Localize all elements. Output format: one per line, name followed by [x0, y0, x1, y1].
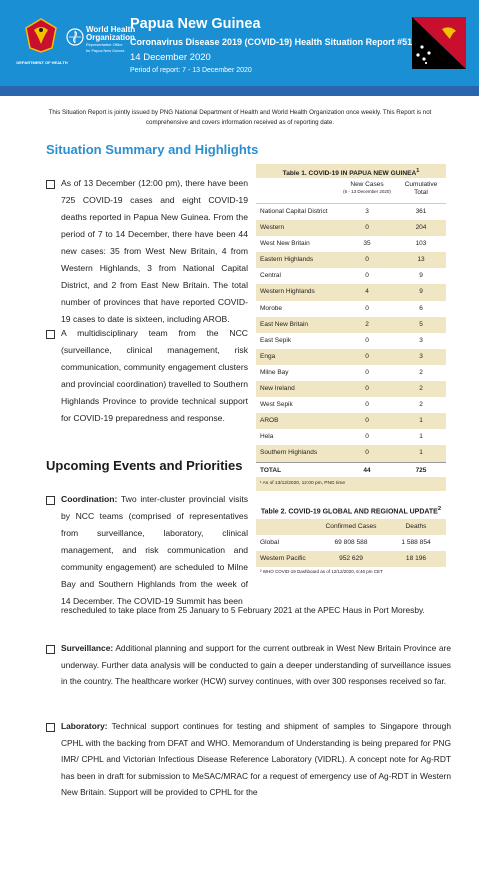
- new-cases: 0: [365, 433, 369, 441]
- table2-col-cases: Confirmed Cases: [325, 523, 377, 531]
- situation-summary-heading: Situation Summary and Highlights: [46, 142, 259, 157]
- report-intro-text: This Situation Report is jointly issued by PNG National Department of Health and World Health Organization once weekly. This Report is not comprehensive and covers information received as of reporting date.: [48, 109, 432, 126]
- province-name: Milne Bay: [260, 368, 289, 376]
- table-row: [256, 317, 446, 333]
- bullet-checkbox-icon: [46, 180, 55, 189]
- table2-col-deaths: Deaths: [405, 523, 427, 531]
- table1-total-new: 44: [363, 466, 371, 474]
- new-cases: 0: [365, 336, 369, 344]
- cumulative-total: 1: [419, 417, 423, 425]
- table-row: [256, 413, 446, 429]
- table1-col-cum-line2: Total: [414, 189, 428, 196]
- cumulative-total: 361: [415, 208, 427, 215]
- table1-header-row: [256, 178, 446, 204]
- province-name: West New Britain: [260, 240, 310, 248]
- province-name: East New Britain: [260, 320, 309, 328]
- report-date: 14 December 2020: [130, 52, 211, 63]
- cumulative-total: 2: [419, 368, 423, 376]
- confirmed-cases: 952 629: [339, 555, 363, 563]
- bullet-checkbox-icon: [46, 330, 55, 339]
- header-divider-stripe: [0, 86, 479, 96]
- region-name: Global: [260, 539, 280, 547]
- png-flag-icon: [412, 17, 466, 69]
- table1-col-cum-line1: Cumulative: [404, 181, 438, 188]
- table-row: [256, 236, 446, 252]
- report-subtitle: Coronavirus Disease 2019 (COVID-19) Health Situation Report #51: [130, 37, 413, 47]
- table1-title-sup: 1: [416, 168, 420, 174]
- cumulative-total: 6: [419, 304, 423, 312]
- bullet-checkbox-icon: [46, 645, 55, 654]
- table2-title-text: Table 2. COVID-19 GLOBAL AND REGIONAL UPDATE: [260, 508, 438, 516]
- province-name: AROB: [260, 417, 279, 425]
- new-cases: 0: [365, 272, 369, 280]
- table1-footnote: ¹ As of 13/12/2020, 12:00 pm, PNG time: [256, 477, 446, 491]
- table1-col-new-label: New Cases: [350, 181, 384, 188]
- new-cases: 4: [365, 288, 369, 296]
- table1-col-new-sub: (6 - 13 December 2020): [343, 189, 391, 194]
- table-row: [256, 429, 446, 445]
- report-header-banner: [0, 0, 479, 86]
- province-name: Southern Highlands: [260, 449, 318, 457]
- table-global-regional-update: [256, 503, 446, 577]
- surveillance-paragraph: [61, 640, 451, 690]
- cumulative-total: 3: [419, 352, 423, 360]
- confirmed-cases: 69 808 588: [334, 539, 368, 547]
- table1-body: [256, 204, 446, 462]
- table-row: [256, 349, 446, 365]
- png-bird-of-paradise-logo: [22, 16, 60, 54]
- table2-header-row: [256, 519, 446, 535]
- region-name: Western Pacific: [260, 555, 306, 563]
- situation-bullet-1: As of 13 December (12:00 pm), there have been 725 COVID-19 cases and eight COVID-19 deaths reported in Papua New Guinea. From the period of 7 to 14 December, there have been 44 new cases: 35 from West New Britain, 4 from Western Highlands, 3 from National Capital District, and 2 from East New Britain. The total number of provinces that have reported COVID-19 cases to date is sixteen, including AROB.: [61, 178, 248, 324]
- new-cases: 0: [365, 304, 369, 312]
- table1-total-cumulative: 725: [415, 466, 427, 474]
- table-row: [256, 381, 446, 397]
- cumulative-total: 2: [419, 385, 423, 393]
- who-office-line-1: Representative Office: [86, 43, 123, 47]
- new-cases: 0: [365, 385, 369, 393]
- table-row: [256, 333, 446, 349]
- province-name: East Sepik: [260, 336, 292, 344]
- new-cases: 0: [365, 224, 369, 232]
- cumulative-total: 2: [419, 401, 423, 409]
- situation-bullet-2: A multidisciplinary team from the NCC (surveillance, clinical management, risk communication, community engagement clusters and provincial coordination) travelled to Southern Highlands Province to provide technical support for COVID-19 preparedness and response.: [61, 328, 248, 423]
- table-row: [256, 397, 446, 413]
- report-country-title: Papua New Guinea: [130, 16, 261, 32]
- table-row: [256, 445, 446, 461]
- report-period: Period of report: 7 - 13 December 2020: [130, 67, 252, 74]
- cumulative-total: 5: [419, 320, 423, 328]
- bullet-checkbox-icon: [46, 496, 55, 505]
- province-name: Western Highlands: [260, 288, 315, 296]
- province-name: Morobe: [260, 304, 283, 312]
- province-name: West Sepik: [260, 401, 293, 409]
- new-cases: 2: [365, 320, 369, 328]
- laboratory-paragraph: [61, 718, 451, 801]
- province-name: New Ireland: [260, 385, 295, 393]
- department-of-health-label: DEPARTMENT OF HEALTH: [16, 60, 68, 65]
- new-cases: 0: [365, 256, 369, 264]
- province-name: Central: [260, 272, 281, 280]
- province-name: Eastern Highlands: [260, 256, 314, 264]
- cumulative-total: 9: [419, 288, 423, 296]
- who-name-line-1: World Health: [86, 25, 136, 34]
- table-row: [256, 252, 446, 268]
- table-covid19-png: [256, 164, 446, 491]
- who-emblem-icon: [66, 28, 84, 46]
- cumulative-total: 3: [419, 336, 423, 344]
- coordination-continuation: rescheduled to take place from 25 January to 5 February 2021 at the APEC Haus in Port Moresby.: [61, 605, 425, 615]
- new-cases: 3: [365, 208, 369, 215]
- laboratory-text: Technical support continues for testing and shipment of samples to Singapore through CPHL with the backing from DFAT and WHO. Memorandum of Understanding is being prepared for PNG IMR/ CPHL and Victorian Infectious Disease Reference Laboratory (VIDRL). A concept note for Ag-RDT has been in draft for submission to MeSAC/MRAC for a request of emergency use of Ag-RDT in Western New Britain. Support will be provided to CPHL for the: [61, 721, 451, 797]
- province-name: Western: [260, 224, 285, 232]
- table2-title-sup: 2: [437, 506, 442, 512]
- surveillance-text: Additional planning and support for the current outbreak in West New Britain Province are underway. Further data analysis will be conducted to gain a deeper understanding of surveillance issues in the country. The healthcare worker (HCW) survey continues, with over 300 responses received so far.: [61, 643, 451, 686]
- cumulative-total: 1: [419, 433, 423, 441]
- province-name: Enga: [260, 352, 276, 360]
- table1-total-label: TOTAL: [260, 466, 282, 474]
- bullet-checkbox-icon: [46, 723, 55, 732]
- table-row: [256, 301, 446, 317]
- table1-col-cumulative: [396, 178, 446, 203]
- new-cases: 0: [365, 417, 369, 425]
- new-cases: 0: [365, 401, 369, 409]
- table1-col-new: [338, 178, 396, 203]
- province-name: National Capital District: [260, 208, 328, 215]
- table-row: [256, 284, 446, 300]
- table-row: [256, 365, 446, 381]
- table-row: [256, 535, 446, 551]
- who-office-line-2: for Papua New Guinea: [86, 48, 125, 53]
- cumulative-total: 204: [415, 224, 427, 232]
- table1-total-row: [256, 462, 446, 477]
- coordination-label: Coordination:: [61, 494, 118, 504]
- coordination-paragraph: [61, 491, 248, 610]
- table-row: [256, 268, 446, 284]
- new-cases: 0: [365, 449, 369, 457]
- cumulative-total: 103: [415, 240, 427, 248]
- new-cases: 0: [365, 352, 369, 360]
- who-wordmark: [86, 26, 135, 53]
- coordination-text: Two inter-cluster provincial visits by NCC teams (comprised of representatives from surveillance, laboratory, clinical management, and risk communication and community engagement) are scheduled to Milne Bay and Southern Highlands from the week of 14 December. The COVID-19 Summit has been: [61, 494, 249, 606]
- laboratory-label: Laboratory:: [61, 721, 108, 731]
- deaths: 18 196: [405, 555, 427, 563]
- upcoming-events-heading: Upcoming Events and Priorities: [46, 458, 243, 473]
- table1-title: [256, 164, 446, 178]
- new-cases: 0: [365, 368, 369, 376]
- table-row: [256, 220, 446, 236]
- cumulative-total: 9: [419, 272, 423, 280]
- table-row: [256, 551, 446, 567]
- table2-title: [256, 503, 446, 519]
- cumulative-total: 13: [417, 256, 425, 264]
- table2-body: [256, 535, 446, 567]
- surveillance-label: Surveillance:: [61, 643, 114, 653]
- table2-footnote: ² WHO COVID-19 Dashboard as of 12/12/2020, 6:46 pm CET: [260, 569, 383, 575]
- new-cases: 35: [363, 240, 371, 248]
- deaths: 1 588 854: [401, 539, 431, 547]
- who-name-line-2: Organization: [86, 33, 135, 42]
- cumulative-total: 1: [419, 449, 423, 457]
- table-row: [256, 204, 446, 220]
- province-name: Hela: [260, 433, 274, 441]
- table1-title-text: Table 1. COVID-19 IN PAPUA NEW GUINEA: [282, 170, 417, 178]
